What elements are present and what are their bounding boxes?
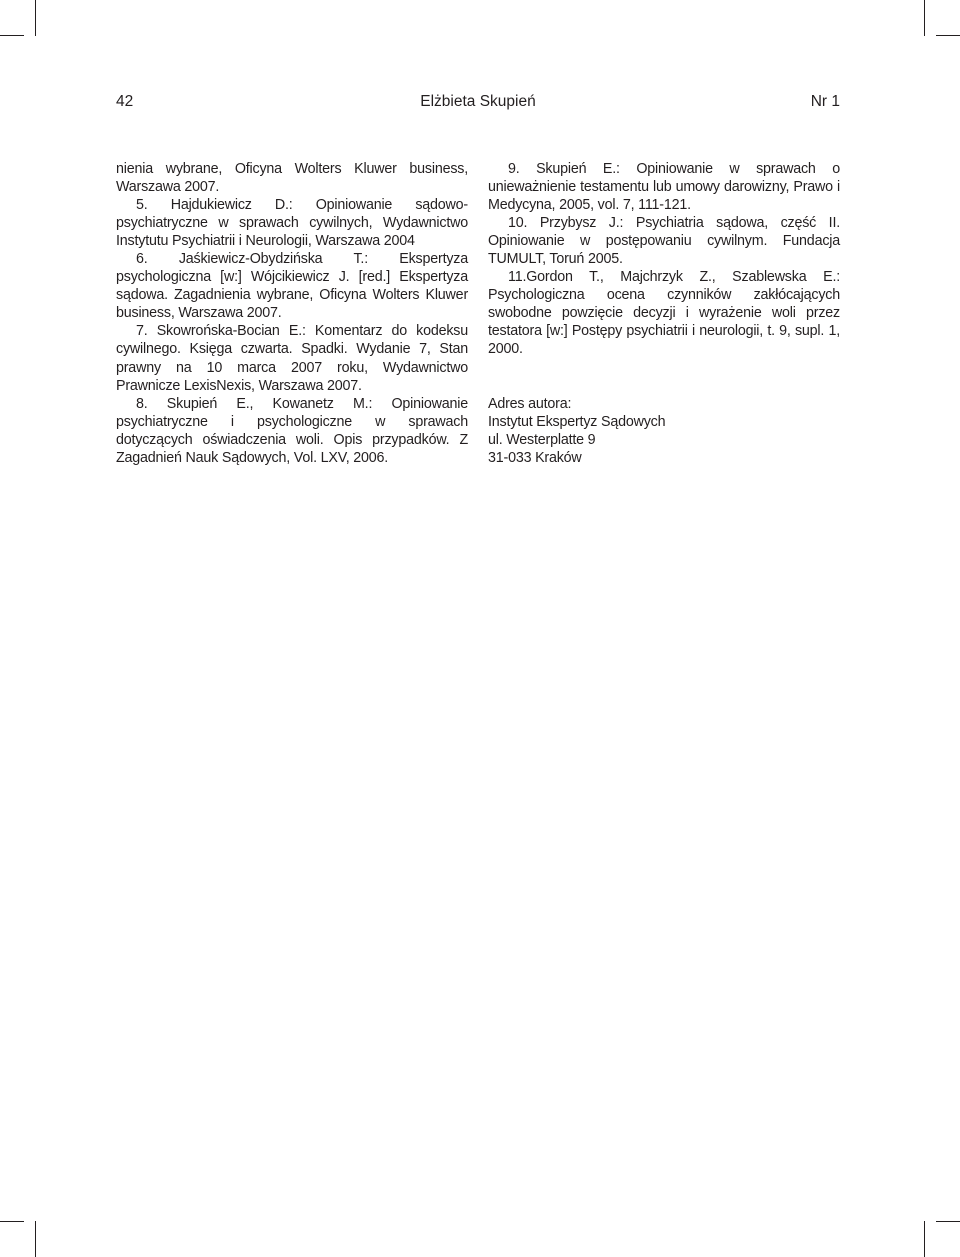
reference-entry — [488, 268, 840, 358]
address-city: 31-033 Kraków — [488, 449, 582, 466]
reference-text: Jaśkiewicz-Obydzińska T.: Ekspertyza psychologiczna [w:] Wójcikiewicz J. [red.] Ekspertyza sądowa. Zagadnienia wybrane, Oficyna Wolters Kluwer business, Warszawa 2007. — [116, 251, 468, 322]
crop-mark-bottom-left — [35, 1221, 36, 1257]
crop-mark-bottom-right — [924, 1221, 925, 1257]
crop-mark-top-right — [924, 0, 925, 36]
reference-number: 6. — [136, 251, 148, 268]
reference-text: Skupień E., Kowanetz M.: Opiniowanie psychiatryczne i psychologiczne w sprawach dotyczących oświadczenia woli. Opis przypadków. Z Zagadnień Nauk Sądowych, Vol. LXV, 2006. — [116, 395, 468, 466]
issue-number: Nr 1 — [810, 93, 840, 110]
crop-mark-bottom-left-h — [0, 1221, 24, 1222]
reference-number: 7. — [136, 323, 148, 340]
crop-mark-bottom-right-h — [936, 1221, 960, 1222]
reference-number: 10. — [508, 215, 528, 232]
page-header — [116, 93, 840, 115]
address-institution: Instytut Ekspertyz Sądowych — [488, 413, 666, 430]
address-label: Adres autora: — [488, 395, 572, 412]
reference-text: Hajdukiewicz D.: Opiniowanie sądowo-psychiatryczne w sprawach cywilnych, Wydawnictwo Instytutu Psychiatrii i Neurologii, Warszawa 2004 — [116, 197, 468, 250]
crop-mark-top-left — [35, 0, 36, 36]
page-number: 42 — [116, 93, 134, 110]
reference-number: 8. — [136, 395, 148, 412]
reference-entry — [488, 160, 840, 214]
crop-mark-top-left-h — [0, 35, 24, 36]
right-column — [488, 160, 840, 467]
reference-text: Gordon T., Majchrzyk Z., Szablewska E.: Psychologiczna ocena czynników zakłócających swobodne powzięcie decyzji i wyrażenie woli przez testatora [w:] Postępy psychiatrii i neurologii, t. 9, supl. 1, 2000. — [488, 269, 840, 358]
reference-entry-continued — [116, 160, 468, 196]
reference-number: 5. — [136, 197, 148, 214]
reference-text: Skowrońska-Bocian E.: Komentarz do kodeksu cywilnego. Księga czwarta. Spadki. Wydanie 7, Stan prawny na 10 marca 2007 roku, Wydawnictwo Prawnicze LexisNexis, Warszawa 2007. — [116, 323, 468, 394]
crop-mark-top-right-h — [936, 35, 960, 36]
reference-text: Przybysz J.: Psychiatria sądowa, część II. Opiniowanie w postępowaniu cywilnym. Fundacja TUMULT, Toruń 2005. — [488, 215, 840, 268]
reference-entry — [116, 250, 468, 322]
reference-text: nienia wybrane, Oficyna Wolters Kluwer business, Warszawa 2007. — [116, 161, 468, 196]
left-column — [116, 160, 468, 467]
reference-entry — [488, 214, 840, 268]
reference-entry — [116, 322, 468, 394]
reference-number: 9. — [508, 161, 520, 177]
address-street: ul. Westerplatte 9 — [488, 431, 596, 448]
author-address — [488, 395, 840, 467]
reference-text: Skupień E.: Opiniowanie w sprawach o unieważnienie testamentu lub umowy darowizny, Prawo i Medycyna, 2005, vol. 7, 111-121. — [488, 161, 840, 214]
reference-number: 11. — [508, 269, 527, 286]
running-title: Elżbieta Skupień — [420, 93, 536, 110]
reference-entry — [116, 196, 468, 250]
reference-entry — [116, 395, 468, 467]
